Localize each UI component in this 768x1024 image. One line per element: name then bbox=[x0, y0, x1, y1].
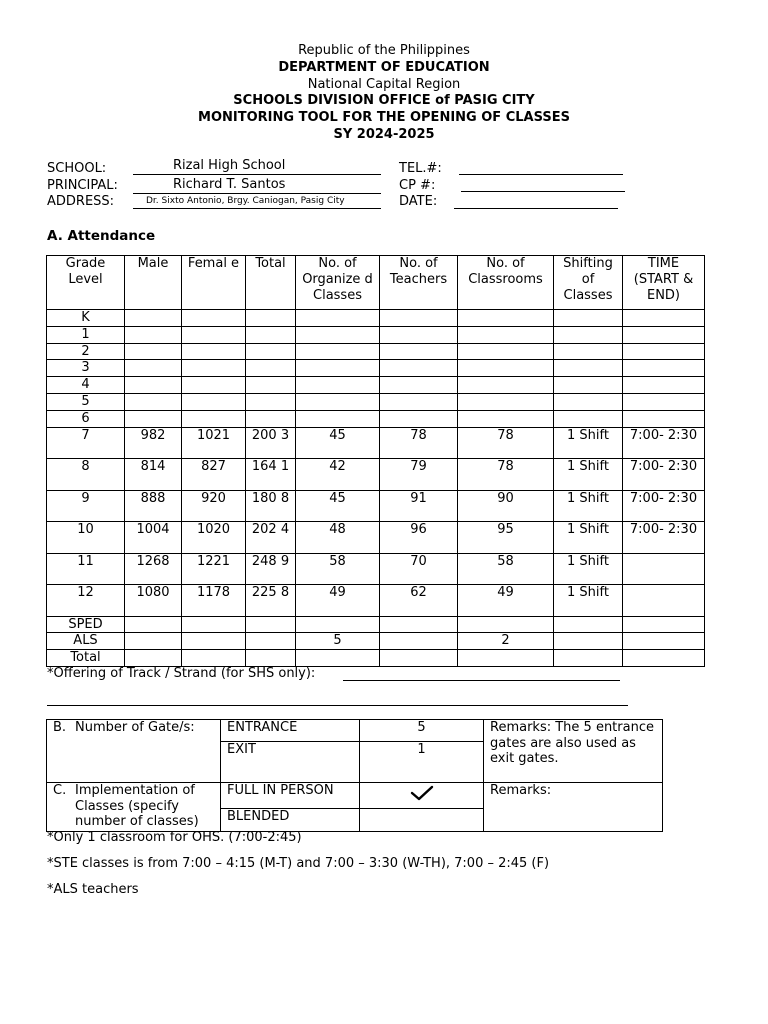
section-c-number: C. bbox=[53, 783, 67, 798]
cell-grade-level: 1 bbox=[47, 326, 125, 343]
cell-female bbox=[182, 360, 246, 377]
cell-total: 225 8 bbox=[246, 585, 296, 617]
cell-teachers: 62 bbox=[380, 585, 458, 617]
cell-organized-classes bbox=[296, 310, 380, 327]
cell-teachers: 96 bbox=[380, 522, 458, 554]
cell-male bbox=[125, 377, 182, 394]
gates-cell bbox=[47, 720, 221, 783]
cell-teachers: 91 bbox=[380, 490, 458, 522]
cell-organized-classes: 5 bbox=[296, 633, 380, 650]
full-in-person-label: FULL IN PERSON bbox=[221, 783, 360, 809]
cell-teachers bbox=[380, 410, 458, 427]
cell-classrooms bbox=[458, 393, 554, 410]
cell-shifting bbox=[554, 343, 623, 360]
cell-teachers bbox=[380, 343, 458, 360]
cell-time bbox=[623, 553, 705, 585]
cell-time bbox=[623, 310, 705, 327]
cell-teachers: 79 bbox=[380, 459, 458, 491]
header-department: DEPARTMENT OF EDUCATION bbox=[278, 59, 490, 75]
cell-classrooms bbox=[458, 360, 554, 377]
attendance-row bbox=[47, 459, 705, 491]
cell-organized-classes: 42 bbox=[296, 459, 380, 491]
cell-female bbox=[182, 650, 246, 667]
tel-line bbox=[459, 174, 623, 175]
gate-row-entrance bbox=[47, 720, 663, 742]
cell-male bbox=[125, 650, 182, 667]
cell-male bbox=[125, 410, 182, 427]
offering-line-2 bbox=[47, 705, 628, 706]
attendance-row bbox=[47, 377, 705, 394]
cell-male bbox=[125, 343, 182, 360]
cell-organized-classes bbox=[296, 393, 380, 410]
cell-shifting bbox=[554, 650, 623, 667]
cell-classrooms: 49 bbox=[458, 585, 554, 617]
cell-female bbox=[182, 326, 246, 343]
cell-shifting bbox=[554, 633, 623, 650]
cell-teachers bbox=[380, 616, 458, 633]
note-als: *ALS teachers bbox=[47, 882, 139, 897]
cell-female: 920 bbox=[182, 490, 246, 522]
cp-line bbox=[461, 191, 625, 192]
cell-grade-level: 9 bbox=[47, 490, 125, 522]
attendance-row bbox=[47, 310, 705, 327]
cell-time: 7:00- 2:30 bbox=[623, 459, 705, 491]
cell-total: 202 4 bbox=[246, 522, 296, 554]
cell-classrooms bbox=[458, 410, 554, 427]
cell-total bbox=[246, 616, 296, 633]
header-male: Male bbox=[125, 256, 182, 310]
header-classrooms: No. of Classrooms bbox=[458, 256, 554, 310]
date-line bbox=[454, 208, 618, 209]
cell-female: 1021 bbox=[182, 427, 246, 459]
cell-organized-classes: 58 bbox=[296, 553, 380, 585]
cell-total bbox=[246, 360, 296, 377]
cell-total bbox=[246, 326, 296, 343]
attendance-row bbox=[47, 410, 705, 427]
header-female: Femal e bbox=[182, 256, 246, 310]
cell-male: 888 bbox=[125, 490, 182, 522]
section-b-number: B. bbox=[53, 720, 67, 735]
cell-shifting bbox=[554, 377, 623, 394]
cell-classrooms bbox=[458, 310, 554, 327]
cell-male bbox=[125, 326, 182, 343]
header-grade-level: Grade Level bbox=[47, 256, 125, 310]
implementation-row-full bbox=[47, 783, 663, 809]
cell-teachers bbox=[380, 650, 458, 667]
attendance-row bbox=[47, 553, 705, 585]
cell-male: 982 bbox=[125, 427, 182, 459]
offering-line-1 bbox=[343, 680, 620, 681]
cell-teachers bbox=[380, 326, 458, 343]
entrance-label: ENTRANCE bbox=[221, 720, 360, 742]
cell-classrooms: 58 bbox=[458, 553, 554, 585]
cell-organized-classes bbox=[296, 410, 380, 427]
cell-total bbox=[246, 310, 296, 327]
note-ohs: *Only 1 classroom for OHS. (7:00-2:45) bbox=[47, 830, 302, 845]
cell-organized-classes bbox=[296, 650, 380, 667]
cell-time bbox=[623, 633, 705, 650]
cell-shifting bbox=[554, 410, 623, 427]
cell-total: 164 1 bbox=[246, 459, 296, 491]
cell-shifting bbox=[554, 310, 623, 327]
cell-classrooms: 90 bbox=[458, 490, 554, 522]
cell-grade-level: ALS bbox=[47, 633, 125, 650]
attendance-row bbox=[47, 360, 705, 377]
cell-grade-level: SPED bbox=[47, 616, 125, 633]
cell-female: 1020 bbox=[182, 522, 246, 554]
cell-grade-level: K bbox=[47, 310, 125, 327]
attendance-row bbox=[47, 343, 705, 360]
cell-female bbox=[182, 410, 246, 427]
cell-total: 248 9 bbox=[246, 553, 296, 585]
cell-female bbox=[182, 377, 246, 394]
cell-female bbox=[182, 310, 246, 327]
school-value: Rizal High School bbox=[133, 158, 381, 175]
cell-total: 180 8 bbox=[246, 490, 296, 522]
cell-grade-level: 7 bbox=[47, 427, 125, 459]
principal-label: PRINCIPAL: bbox=[47, 178, 118, 193]
cell-total bbox=[246, 393, 296, 410]
cell-teachers: 70 bbox=[380, 553, 458, 585]
attendance-table bbox=[46, 255, 705, 667]
cell-male bbox=[125, 393, 182, 410]
cell-male bbox=[125, 633, 182, 650]
cell-female: 1178 bbox=[182, 585, 246, 617]
header-time: TIME (START & END) bbox=[623, 256, 705, 310]
cell-classrooms: 78 bbox=[458, 459, 554, 491]
exit-value: 1 bbox=[360, 741, 484, 782]
cell-organized-classes bbox=[296, 377, 380, 394]
cell-time: 7:00- 2:30 bbox=[623, 522, 705, 554]
cell-female bbox=[182, 393, 246, 410]
cell-organized-classes: 48 bbox=[296, 522, 380, 554]
cell-shifting bbox=[554, 360, 623, 377]
attendance-row bbox=[47, 633, 705, 650]
cell-time bbox=[623, 377, 705, 394]
cell-time: 7:00- 2:30 bbox=[623, 427, 705, 459]
attendance-row bbox=[47, 490, 705, 522]
cell-male: 1004 bbox=[125, 522, 182, 554]
full-in-person-check-cell[interactable] bbox=[360, 783, 484, 809]
cell-time: 7:00- 2:30 bbox=[623, 490, 705, 522]
cell-teachers bbox=[380, 633, 458, 650]
cell-male bbox=[125, 616, 182, 633]
cell-female: 1221 bbox=[182, 553, 246, 585]
header-tool-title: MONITORING TOOL FOR THE OPENING OF CLASSES bbox=[198, 110, 570, 126]
offering-label: *Offering of Track / Strand (for SHS only): bbox=[47, 666, 316, 681]
cell-grade-level: 4 bbox=[47, 377, 125, 394]
cell-organized-classes bbox=[296, 326, 380, 343]
cell-total: 200 3 bbox=[246, 427, 296, 459]
address-value: Dr. Sixto Antonio, Brgy. Caniogan, Pasig City bbox=[133, 195, 381, 209]
address-label: ADDRESS: bbox=[47, 194, 115, 209]
header-republic: Republic of the Philippines bbox=[298, 43, 470, 58]
blended-label: BLENDED bbox=[221, 808, 360, 831]
principal-value: Richard T. Santos bbox=[133, 177, 381, 194]
cell-total bbox=[246, 343, 296, 360]
cell-male: 814 bbox=[125, 459, 182, 491]
header-teachers: No. of Teachers bbox=[380, 256, 458, 310]
cell-time bbox=[623, 650, 705, 667]
tel-label: TEL.#: bbox=[399, 161, 442, 176]
cell-shifting: 1 Shift bbox=[554, 585, 623, 617]
cell-female bbox=[182, 343, 246, 360]
cell-grade-level: 5 bbox=[47, 393, 125, 410]
attendance-header-row bbox=[47, 256, 705, 310]
attendance-row bbox=[47, 616, 705, 633]
note-ste: *STE classes is from 7:00 – 4:15 (M-T) and 7:00 – 3:30 (W-TH), 7:00 – 2:45 (F) bbox=[47, 856, 550, 871]
cell-time bbox=[623, 326, 705, 343]
cell-organized-classes bbox=[296, 343, 380, 360]
cell-organized-classes: 45 bbox=[296, 427, 380, 459]
cell-teachers bbox=[380, 393, 458, 410]
cell-classrooms: 2 bbox=[458, 633, 554, 650]
attendance-row bbox=[47, 585, 705, 617]
header-total: Total bbox=[246, 256, 296, 310]
cell-grade-level: 10 bbox=[47, 522, 125, 554]
cell-teachers bbox=[380, 360, 458, 377]
blended-check-cell[interactable] bbox=[360, 808, 484, 831]
cell-female: 827 bbox=[182, 459, 246, 491]
attendance-row bbox=[47, 522, 705, 554]
header-shifting: Shifting of Classes bbox=[554, 256, 623, 310]
cp-label: CP #: bbox=[399, 178, 436, 193]
cell-shifting: 1 Shift bbox=[554, 490, 623, 522]
attendance-row bbox=[47, 393, 705, 410]
cell-time bbox=[623, 393, 705, 410]
cell-male bbox=[125, 310, 182, 327]
exit-label: EXIT bbox=[221, 741, 360, 782]
cell-grade-level: 3 bbox=[47, 360, 125, 377]
attendance-row bbox=[47, 326, 705, 343]
cell-organized-classes bbox=[296, 616, 380, 633]
header-organized-classes: No. of Organize d Classes bbox=[296, 256, 380, 310]
cell-classrooms bbox=[458, 326, 554, 343]
cell-teachers: 78 bbox=[380, 427, 458, 459]
implementation-cell bbox=[47, 783, 221, 832]
cell-classrooms bbox=[458, 343, 554, 360]
cell-classrooms: 78 bbox=[458, 427, 554, 459]
cell-teachers bbox=[380, 310, 458, 327]
cell-time bbox=[623, 585, 705, 617]
cell-organized-classes: 45 bbox=[296, 490, 380, 522]
cell-male: 1268 bbox=[125, 553, 182, 585]
cell-classrooms bbox=[458, 377, 554, 394]
cell-total bbox=[246, 377, 296, 394]
attendance-title: A. Attendance bbox=[47, 228, 156, 244]
cell-female bbox=[182, 633, 246, 650]
cell-organized-classes: 49 bbox=[296, 585, 380, 617]
cell-classrooms: 95 bbox=[458, 522, 554, 554]
cell-time bbox=[623, 360, 705, 377]
remarks-b: Remarks: The 5 entrance gates are also used as exit gates. bbox=[484, 720, 663, 783]
section-b-label: Number of Gate/s: bbox=[75, 720, 195, 735]
cell-teachers bbox=[380, 377, 458, 394]
cell-grade-level: 2 bbox=[47, 343, 125, 360]
header-school-year: SY 2024-2025 bbox=[333, 126, 435, 142]
cell-shifting bbox=[554, 616, 623, 633]
cell-grade-level: 8 bbox=[47, 459, 125, 491]
attendance-row bbox=[47, 427, 705, 459]
cell-male: 1080 bbox=[125, 585, 182, 617]
header-division: SCHOOLS DIVISION OFFICE of PASIG CITY bbox=[233, 93, 535, 109]
cell-organized-classes bbox=[296, 360, 380, 377]
cell-shifting bbox=[554, 393, 623, 410]
cell-time bbox=[623, 616, 705, 633]
document-header bbox=[0, 43, 768, 144]
date-label: DATE: bbox=[399, 194, 438, 209]
section-c-label: Implementation of Classes (specify number of classes) bbox=[75, 783, 199, 829]
cell-total bbox=[246, 633, 296, 650]
cell-classrooms bbox=[458, 650, 554, 667]
checkmark-icon bbox=[409, 783, 435, 803]
entrance-value: 5 bbox=[360, 720, 484, 742]
cell-time bbox=[623, 410, 705, 427]
cell-total bbox=[246, 650, 296, 667]
cell-male bbox=[125, 360, 182, 377]
cell-grade-level: Total bbox=[47, 650, 125, 667]
cell-female bbox=[182, 616, 246, 633]
school-label: SCHOOL: bbox=[47, 161, 107, 176]
cell-classrooms bbox=[458, 616, 554, 633]
attendance-row bbox=[47, 650, 705, 667]
cell-total bbox=[246, 410, 296, 427]
cell-shifting: 1 Shift bbox=[554, 522, 623, 554]
remarks-c: Remarks: bbox=[484, 783, 663, 832]
cell-shifting: 1 Shift bbox=[554, 459, 623, 491]
cell-grade-level: 11 bbox=[47, 553, 125, 585]
cell-grade-level: 12 bbox=[47, 585, 125, 617]
cell-time bbox=[623, 343, 705, 360]
header-region: National Capital Region bbox=[307, 76, 461, 92]
cell-shifting bbox=[554, 326, 623, 343]
cell-grade-level: 6 bbox=[47, 410, 125, 427]
cell-shifting: 1 Shift bbox=[554, 427, 623, 459]
cell-shifting: 1 Shift bbox=[554, 553, 623, 585]
gates-table bbox=[46, 719, 663, 832]
